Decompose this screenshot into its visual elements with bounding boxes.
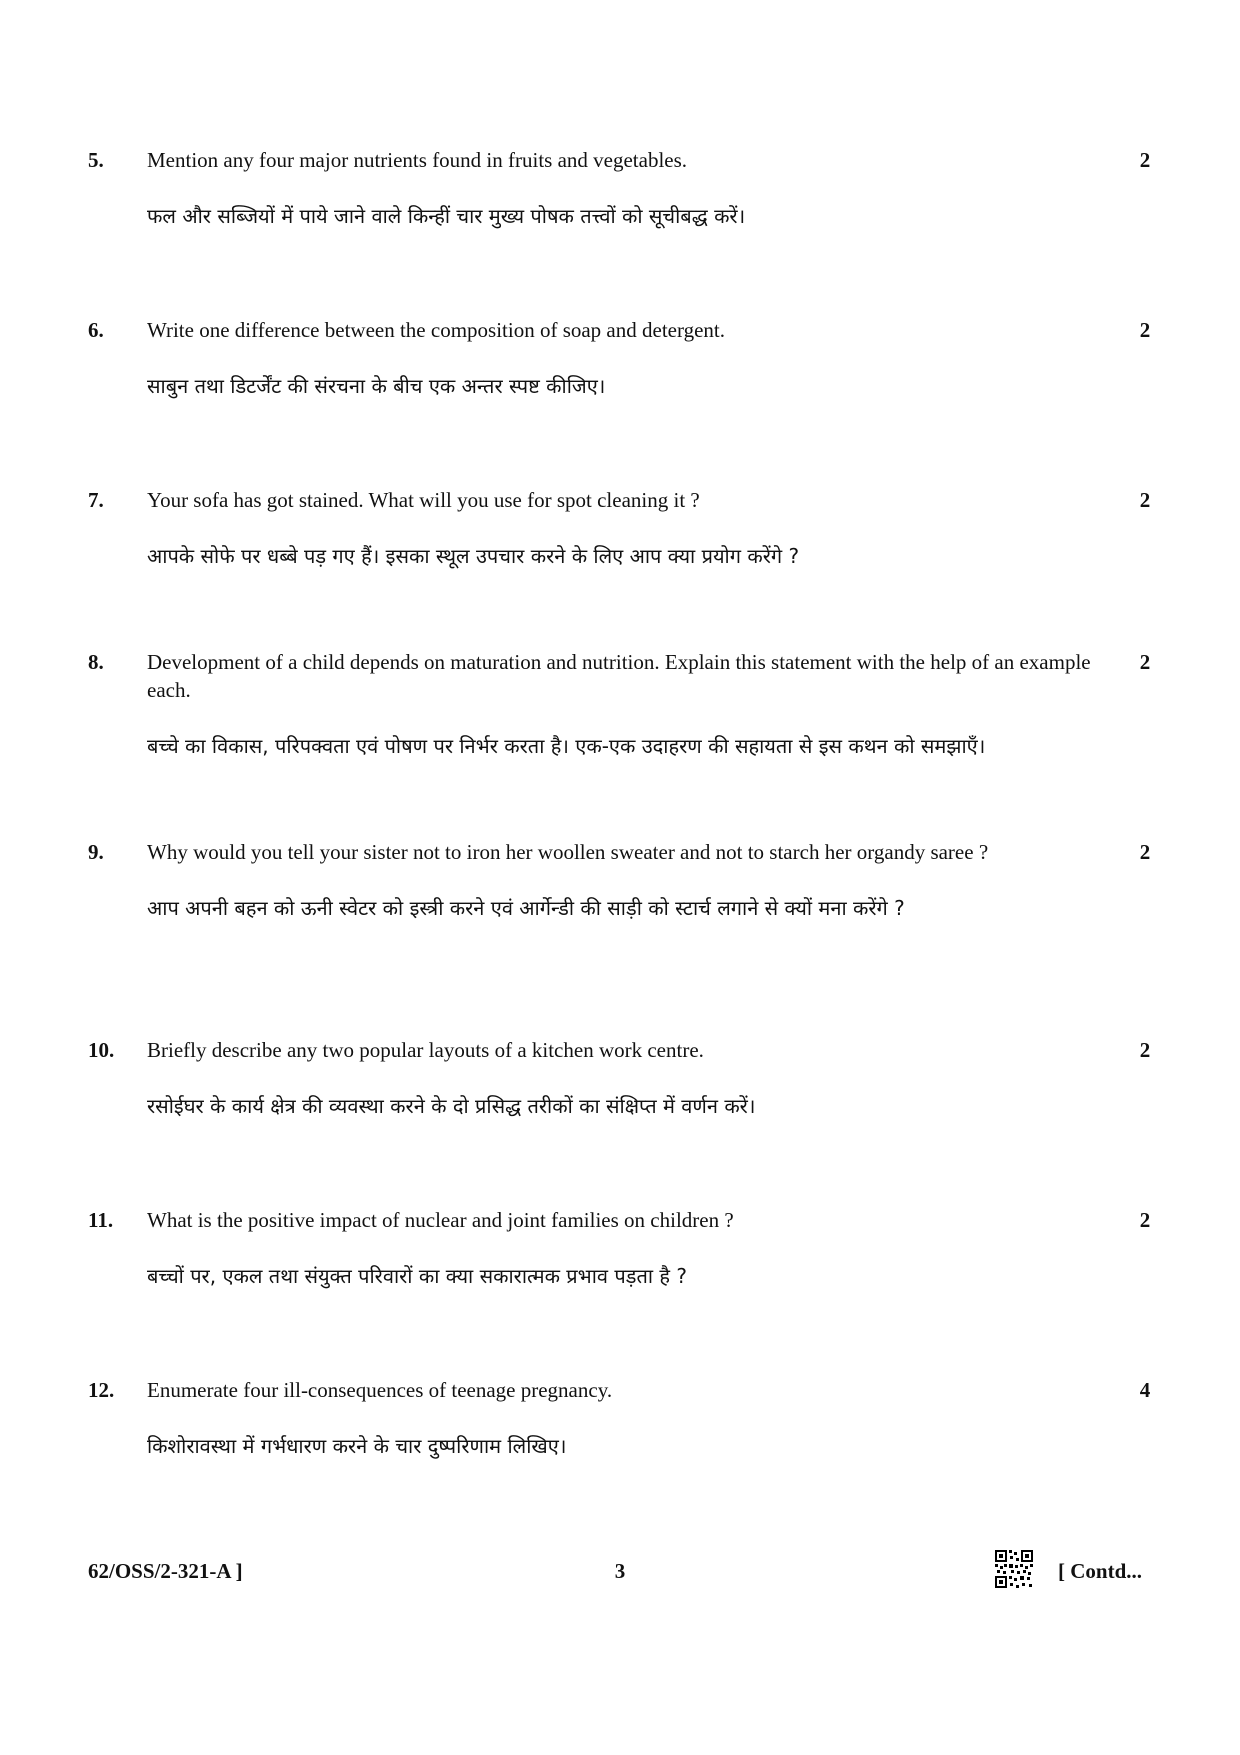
qr-code-icon <box>994 1549 1034 1589</box>
question-text-hindi: फल और सब्जियों में पाये जाने वाले किन्हीं चार मुख्य पोषक तत्त्वों को सूचीबद्ध करें। <box>147 204 746 228</box>
question-number: 7. <box>88 488 104 512</box>
question-number: 10. <box>88 1038 115 1062</box>
question-marks: 2 <box>1139 650 1151 674</box>
question-text-english: Development of a child depends on maturation and nutrition. Explain this statement with the help of an example each. <box>147 650 1091 702</box>
question-text-hindi: किशोरावस्था में गर्भधारण करने के चार दुष्परिणाम लिखिए। <box>147 1434 567 1458</box>
question-text-english: Write one difference between the composition of soap and detergent. <box>147 318 726 342</box>
question-marks: 4 <box>1139 1378 1151 1402</box>
question-marks: 2 <box>1139 1208 1151 1232</box>
paper-code: 62/OSS/2-321-A ] <box>88 1559 243 1583</box>
question-body <box>147 838 1097 922</box>
question-text-hindi: बच्चे का विकास, परिपक्वता एवं पोषण पर निर्भर करता है। एक-एक उदाहरण की सहायता से इस कथन को समझाएँ। <box>147 734 986 758</box>
question-marks: 2 <box>1139 318 1151 342</box>
question-marks: 2 <box>1139 1038 1151 1062</box>
question-body <box>147 146 1097 230</box>
question-text-english: What is the positive impact of nuclear and joint families on children ? <box>147 1208 734 1232</box>
question-body <box>147 316 1097 400</box>
question-body <box>147 1376 1097 1460</box>
question-body <box>147 1206 1097 1290</box>
question-text-english: Why would you tell your sister not to iron her woollen sweater and not to starch her organdy saree ? <box>147 840 989 864</box>
question-text-english: Your sofa has got stained. What will you use for spot cleaning it ? <box>147 488 700 512</box>
question-body <box>147 1036 1097 1120</box>
question-number: 12. <box>88 1378 115 1402</box>
question-text-hindi: रसोईघर के कार्य क्षेत्र की व्यवस्था करने के दो प्रसिद्ध तरीकों का संक्षिप्त में वर्णन करें। <box>147 1094 756 1118</box>
question-body <box>147 486 1097 570</box>
question-number: 11. <box>88 1208 114 1232</box>
question-text-hindi: आप अपनी बहन को ऊनी स्वेटर को इस्त्री करने एवं आर्गेन्डी की साड़ी को स्टार्च लगाने से क्यों मना करेंगे ? <box>147 896 905 920</box>
question-body <box>147 648 1097 760</box>
question-marks: 2 <box>1139 488 1151 512</box>
continued-label: [ Contd... <box>1058 1559 1143 1583</box>
question-text-hindi: बच्चों पर, एकल तथा संयुक्त परिवारों का क्या सकारात्मक प्रभाव पड़ता है ? <box>147 1264 687 1288</box>
question-number: 5. <box>88 148 104 172</box>
question-text-english: Enumerate four ill-consequences of teenage pregnancy. <box>147 1378 613 1402</box>
page-number: 3 <box>614 1559 626 1583</box>
question-number: 9. <box>88 840 104 864</box>
question-text-english: Briefly describe any two popular layouts of a kitchen work centre. <box>147 1038 704 1062</box>
question-number: 6. <box>88 318 104 342</box>
question-text-english: Mention any four major nutrients found in fruits and vegetables. <box>147 148 688 172</box>
question-marks: 2 <box>1139 840 1151 864</box>
question-number: 8. <box>88 650 104 674</box>
question-text-hindi: आपके सोफे पर धब्बे पड़ गए हैं। इसका स्थूल उपचार करने के लिए आप क्या प्रयोग करेंगे ? <box>147 544 800 568</box>
question-marks: 2 <box>1139 148 1151 172</box>
question-text-hindi: साबुन तथा डिटर्जेंट की संरचना के बीच एक अन्तर स्पष्ट कीजिए। <box>147 374 606 398</box>
